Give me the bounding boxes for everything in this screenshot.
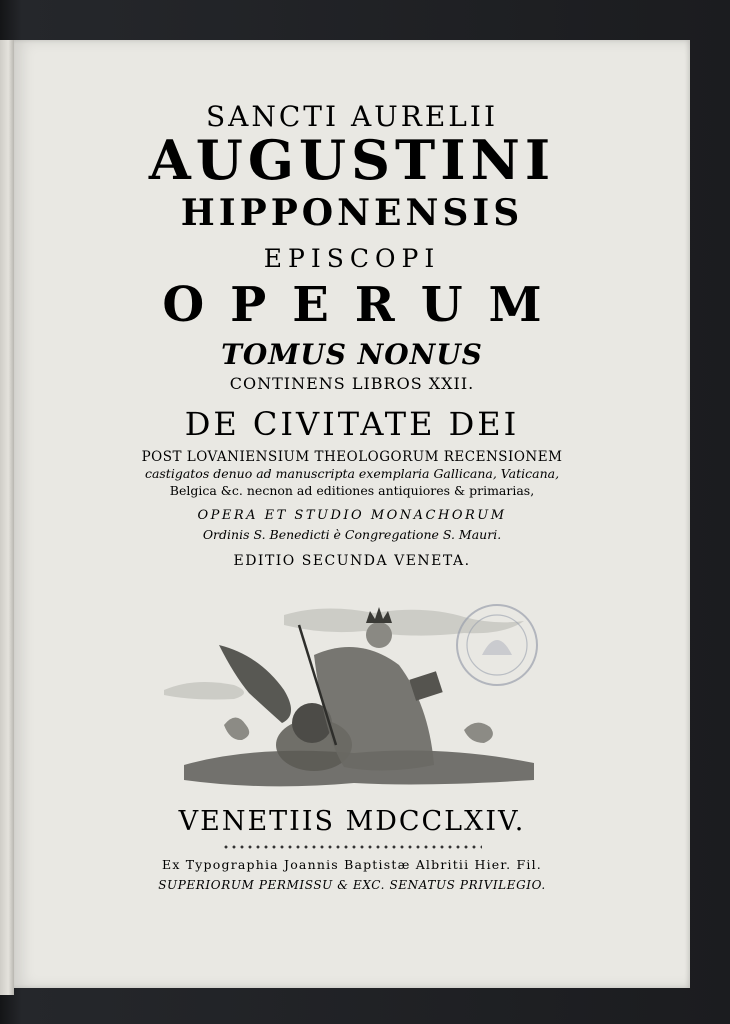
line-ordinis: Ordinis S. Benedicti è Congregatione S. Mauri. <box>202 527 502 542</box>
line-belgica: Belgica &c. necnon ad editiones antiquiores & primarias, <box>169 483 535 498</box>
line-episcopi: EPISCOPI <box>263 244 441 273</box>
line-augustini: AUGUSTINI <box>148 128 556 192</box>
line-operum: OPERUM <box>162 277 568 333</box>
line-continens: CONTINENS LIBROS XXII. <box>229 374 475 393</box>
line-opera-et-studio: OPERA ET STUDIO MONACHORUM <box>197 508 507 523</box>
title-page <box>14 40 690 988</box>
library-stamp-icon <box>452 595 542 695</box>
line-post-lovaniensium: POST LOVANIENSIUM THEOLOGORUM RECENSIONEM <box>141 449 563 465</box>
left-page-edge <box>0 40 14 995</box>
line-sancti-aurelii: SANCTI AURELII <box>205 100 499 133</box>
line-castigatos: castigatos denuo ad manuscripta exemplaria Gallicana, Vaticana, <box>144 466 560 481</box>
line-tomus-nonus: TOMUS NONUS <box>221 338 483 371</box>
line-typographia: Ex Typographia Joannis Baptistæ Albritii Hier. Fil. <box>162 857 542 872</box>
line-de-civitate-dei: DE CIVITATE DEI <box>184 405 520 443</box>
line-privilegio: SUPERIORUM PERMISSU & EXC. SENATUS PRIVILEGIO. <box>158 878 546 892</box>
ornamental-rule <box>222 844 482 850</box>
line-venetiis: VENETIIS MDCCLXIV. <box>178 806 526 837</box>
line-editio: EDITIO SECUNDA VENETA. <box>233 553 471 569</box>
line-hipponensis: HIPPONENSIS <box>180 192 524 234</box>
